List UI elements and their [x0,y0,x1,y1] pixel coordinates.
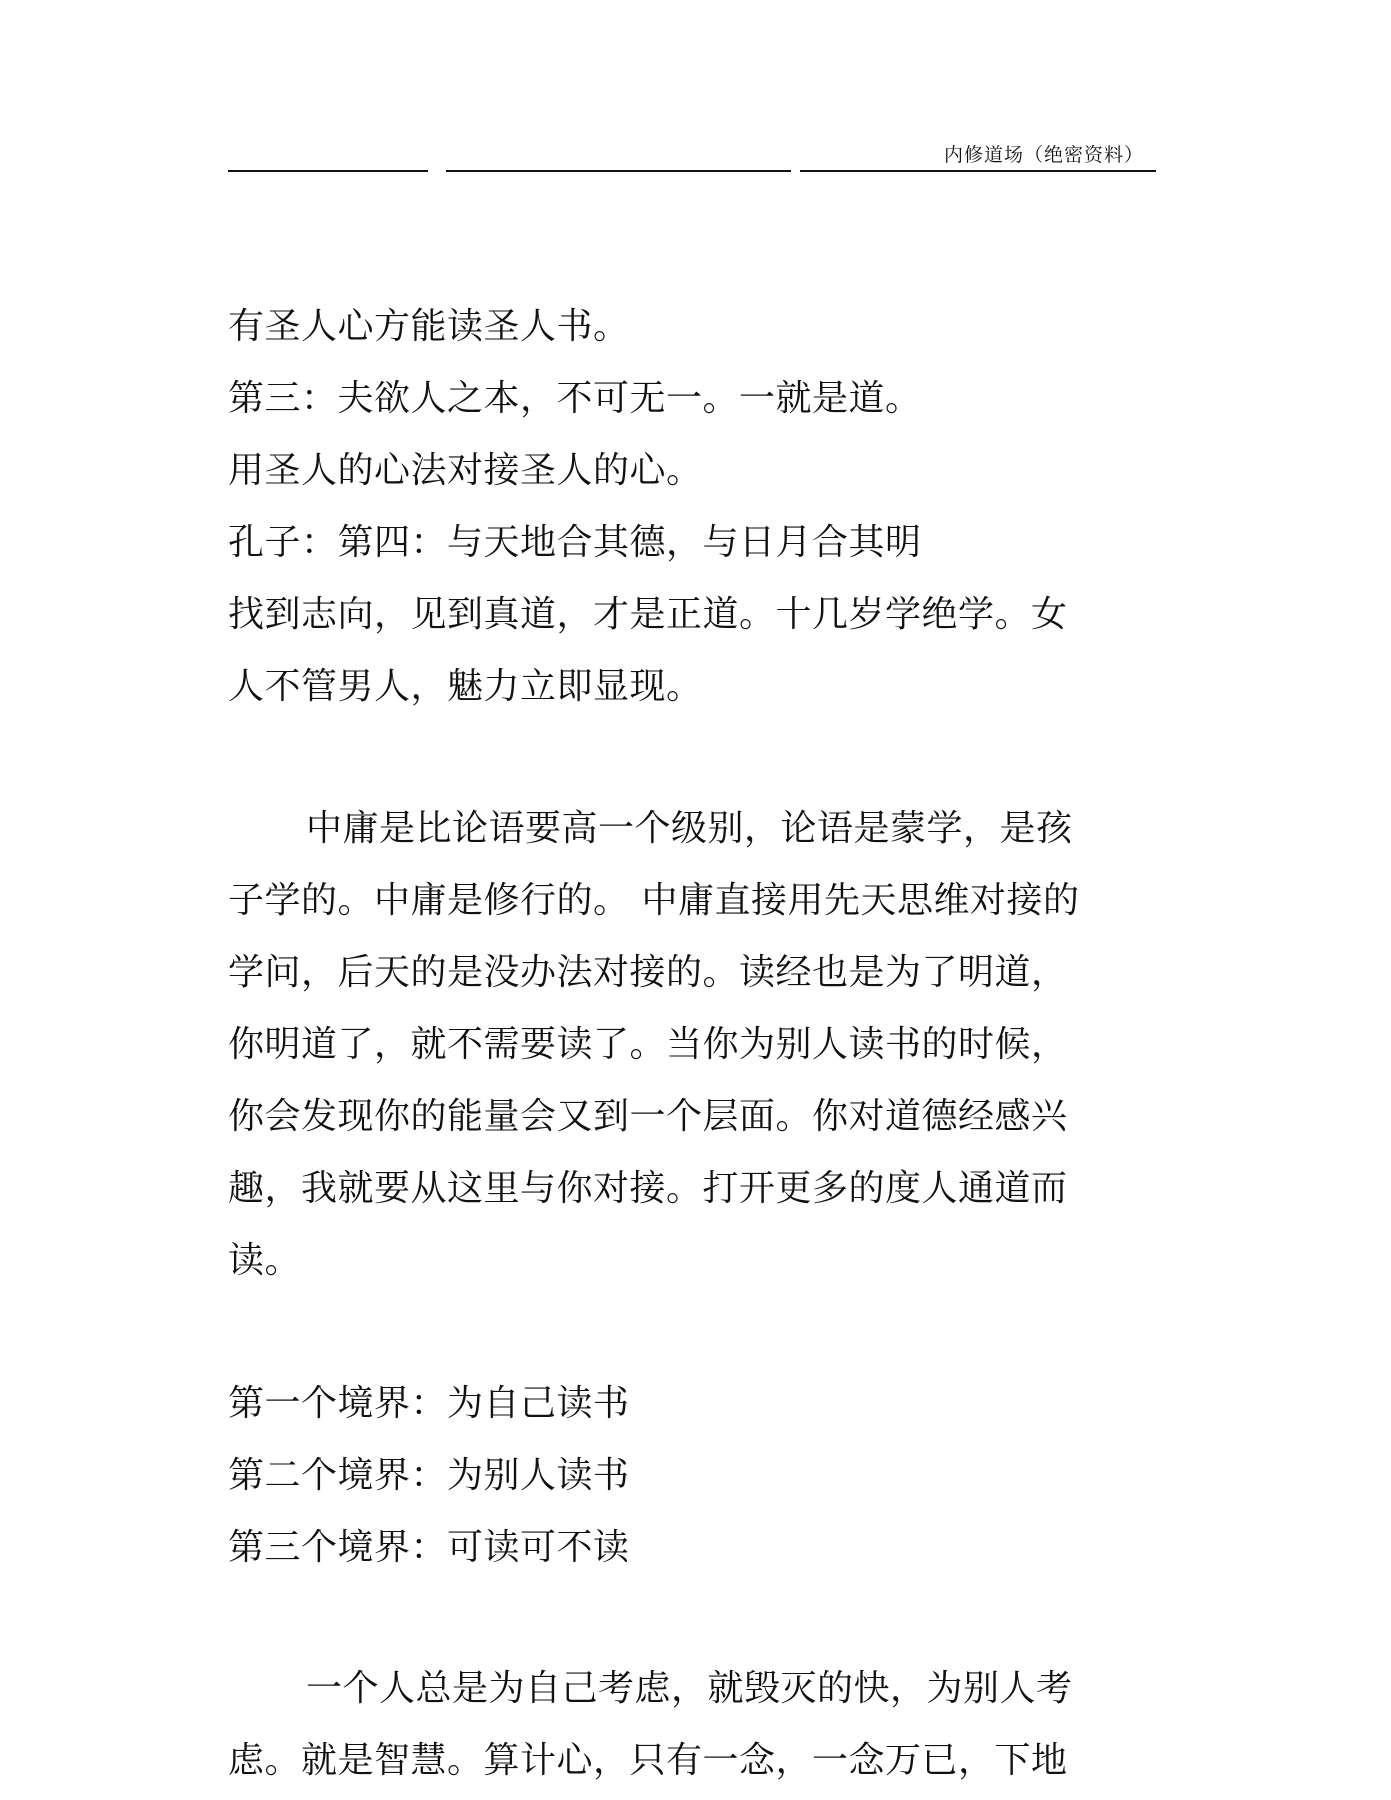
text-line: 第三个境界：可读可不读 [228,1527,630,1568]
text-line: 第三：夫欲人之本，不可无一。一就是道。 [228,378,922,419]
header-title: 内修道场（绝密资料） [943,144,1144,166]
text-line: 子学的。中庸是修行的。 中庸直接用先天思维对接的 [228,880,1080,921]
text-line: 第一个境界：为自己读书 [228,1383,630,1424]
paragraph-first-line: 一个人总是为自己考虑，就毁灭的快，为别人考 [306,1668,1073,1709]
paragraph-first-line: 中庸是比论语要高一个级别，论语是蒙学，是孩 [306,808,1073,849]
header-rule [800,170,1156,172]
text-line: 你会发现你的能量会又到一个层面。你对道德经感兴 [228,1096,1068,1137]
text-line: 人不管男人，魅力立即显现。 [228,666,703,707]
header-rule [228,170,428,172]
page-header [228,138,1156,174]
text-line: 虑。就是智慧。算计心，只有一念，一念万已，下地 [228,1740,1068,1781]
text-line: 趣，我就要从这里与你对接。打开更多的度人通道而 [228,1168,1068,1209]
text-line: 有圣人心方能读圣人书。 [228,306,630,347]
text-line: 用圣人的心法对接圣人的心。 [228,450,703,491]
text-line: 第二个境界：为别人读书 [228,1455,630,1496]
text-line: 孔子：第四：与天地合其德，与日月合其明 [228,522,922,563]
header-rule [446,170,791,172]
text-line: 读。 [228,1240,302,1281]
text-line: 找到志向，见到真道，才是正道。十几岁学绝学。女 [228,594,1068,635]
text-line: 学问，后天的是没办法对接的。读经也是为了明道， [228,952,1068,993]
text-line: 你明道了，就不需要读了。当你为别人读书的时候， [228,1024,1068,1065]
